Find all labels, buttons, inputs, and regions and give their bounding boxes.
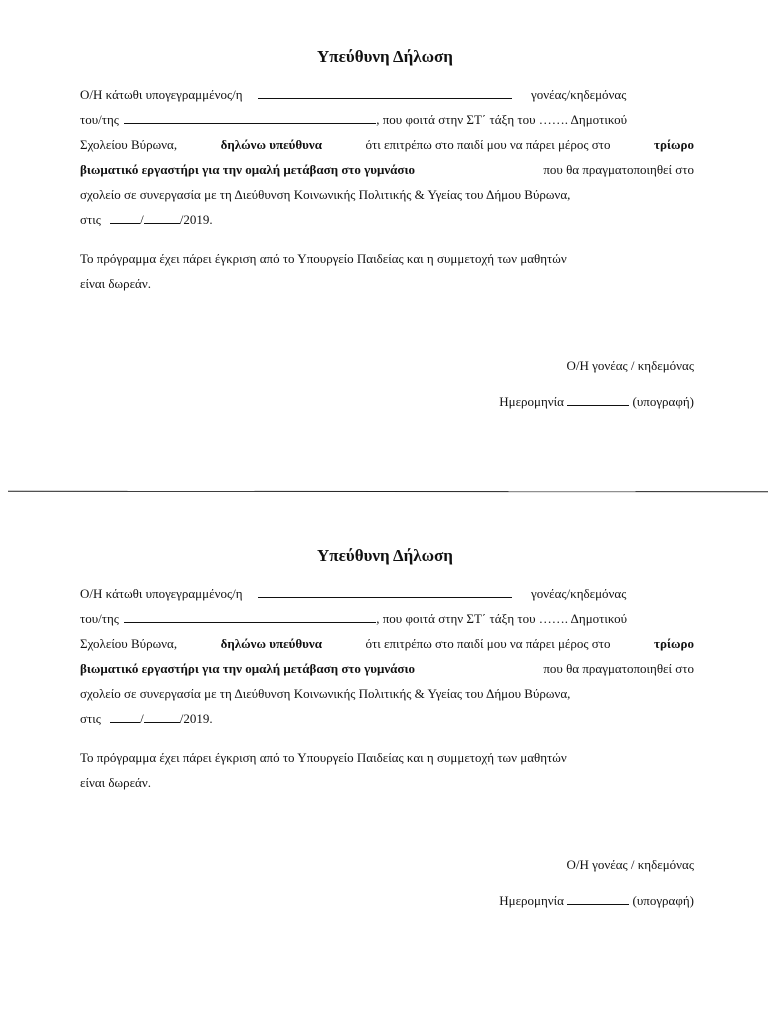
day-blank[interactable] xyxy=(110,708,140,723)
line-partnership: σχολείο σε συνεργασία με τη Διεύθυνση Κοινωνικής Πολιτικής & Υγείας του Δήμου Βύρωνα, xyxy=(80,187,571,202)
signer-name-blank[interactable] xyxy=(258,583,512,598)
student-label: του/της xyxy=(80,112,119,127)
workshop-bold: βιωματικό εργαστήρι για την ομαλή μετάβαση στο γυμνάσιο xyxy=(80,661,416,676)
workshop-bold-start: τρίωρο xyxy=(654,137,694,152)
date-year: /2019. xyxy=(179,212,213,227)
date-label: Ημερομηνία xyxy=(499,394,564,409)
consent-text: ότι επιτρέπω στο παιδί μου να πάρει μέρος στο xyxy=(365,636,611,651)
signer-name-blank[interactable] xyxy=(258,84,512,99)
date-year: /2019. xyxy=(179,711,213,726)
month-blank[interactable] xyxy=(144,209,180,224)
day-blank[interactable] xyxy=(110,209,140,224)
signature-date-line xyxy=(80,384,694,420)
guardian-role-label: γονέας/κηδεμόνας xyxy=(531,586,627,601)
line-signer xyxy=(80,581,694,606)
declaration-form-bottom xyxy=(80,545,694,919)
workshop-bold-start: τρίωρο xyxy=(654,636,694,651)
note-line-1: Το πρόγραμμα έχει πάρει έγκριση από το Υπουργείο Παιδείας και η συμμετοχή των μαθητών xyxy=(80,750,567,765)
date-label: στις xyxy=(80,711,101,726)
signature-date-blank[interactable] xyxy=(567,391,629,406)
line-workshop xyxy=(80,157,694,182)
signature-block xyxy=(80,348,694,420)
declaration-form-top xyxy=(80,46,694,420)
student-name-blank[interactable] xyxy=(124,109,376,124)
school-text: Σχολείου Βύρωνα, xyxy=(80,137,178,152)
line-consent xyxy=(80,132,694,157)
workshop-bold: βιωματικό εργαστήρι για την ομαλή μετάβαση στο γυμνάσιο xyxy=(80,162,416,177)
signer-label: Ο/Η κάτωθι υπογεγραμμένος/η xyxy=(80,586,243,601)
consent-text: ότι επιτρέπω στο παιδί μου να πάρει μέρος στο xyxy=(365,137,611,152)
signature-label: (υπογραφή) xyxy=(632,893,694,908)
guardian-signature-label: Ο/Η γονέας / κηδεμόνας xyxy=(566,358,694,373)
signature-date-blank[interactable] xyxy=(567,890,629,905)
line-date xyxy=(80,207,694,232)
signature-date-line xyxy=(80,883,694,919)
grade-text: , που φοιτά στην ΣΤ΄ τάξη του ……. Δημοτικού xyxy=(376,112,628,127)
form-title: Υπεύθυνη Δήλωση xyxy=(317,546,453,565)
student-name-blank[interactable] xyxy=(124,608,376,623)
date-sep: / xyxy=(140,711,144,726)
date-sep: / xyxy=(140,212,144,227)
line-signer xyxy=(80,82,694,107)
month-blank[interactable] xyxy=(144,708,180,723)
note-line-2: είναι δωρεάν. xyxy=(80,276,151,291)
school-text: Σχολείου Βύρωνα, xyxy=(80,636,178,651)
date-label: Ημερομηνία xyxy=(499,893,564,908)
approval-note xyxy=(80,745,694,795)
note-line-2: είναι δωρεάν. xyxy=(80,775,151,790)
line-student xyxy=(80,606,694,631)
note-line-1: Το πρόγραμμα έχει πάρει έγκριση από το Υπουργείο Παιδείας και η συμμετοχή των μαθητών xyxy=(80,251,567,266)
cut-divider xyxy=(8,491,768,493)
workshop-text: που θα πραγματοποιηθεί στο xyxy=(543,661,694,676)
signature-block xyxy=(80,847,694,919)
grade-text: , που φοιτά στην ΣΤ΄ τάξη του ……. Δημοτικού xyxy=(376,611,628,626)
line-date xyxy=(80,706,694,731)
guardian-role-label: γονέας/κηδεμόνας xyxy=(531,87,627,102)
workshop-text: που θα πραγματοποιηθεί στο xyxy=(543,162,694,177)
student-label: του/της xyxy=(80,611,119,626)
declare-bold: δηλώνω υπεύθυνα xyxy=(220,636,322,651)
line-consent xyxy=(80,631,694,656)
date-label: στις xyxy=(80,212,101,227)
approval-note xyxy=(80,246,694,296)
signer-label: Ο/Η κάτωθι υπογεγραμμένος/η xyxy=(80,87,243,102)
line-partnership: σχολείο σε συνεργασία με τη Διεύθυνση Κοινωνικής Πολιτικής & Υγείας του Δήμου Βύρωνα, xyxy=(80,686,571,701)
guardian-signature-label: Ο/Η γονέας / κηδεμόνας xyxy=(566,857,694,872)
line-workshop xyxy=(80,656,694,681)
declare-bold: δηλώνω υπεύθυνα xyxy=(220,137,322,152)
signature-label: (υπογραφή) xyxy=(632,394,694,409)
form-title: Υπεύθυνη Δήλωση xyxy=(317,47,453,66)
line-student xyxy=(80,107,694,132)
